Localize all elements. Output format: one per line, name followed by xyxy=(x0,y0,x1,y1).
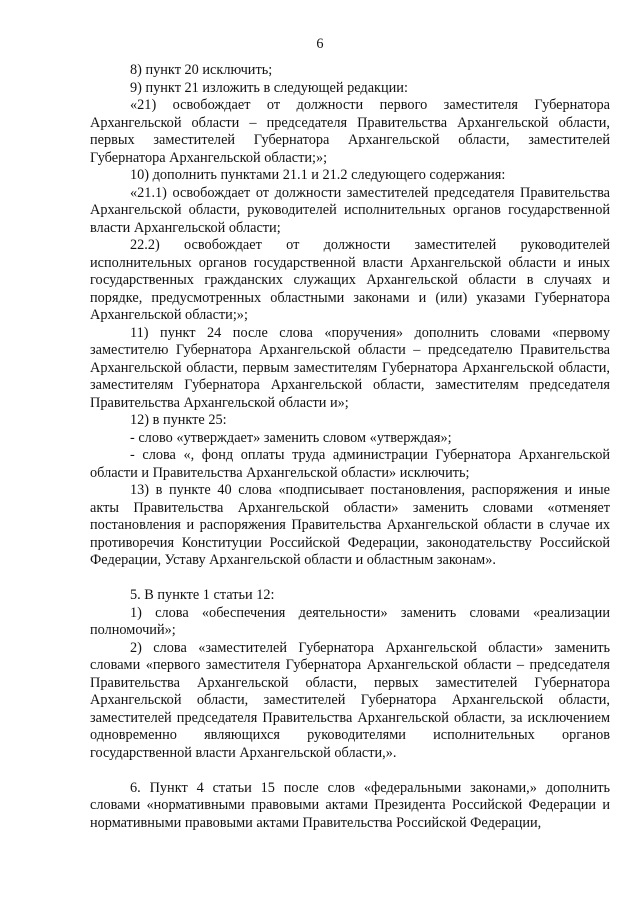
paragraph: 10) дополнить пунктами 21.1 и 21.2 следующего содержания: xyxy=(130,167,506,183)
page-number: 6 xyxy=(316,36,324,52)
paragraph: 22.2) освобождает от должности заместителей руководителей исполнительных органов государственной власти Архангельской области и иных государственных гражданских служащих Архангельской области в случаях и порядке, предусмотренных областными законами и (или) указами Губернатора Архангельской области;»; xyxy=(90,237,610,323)
paragraph: 8) пункт 20 исключить; xyxy=(130,62,273,78)
paragraph: 6. Пункт 4 статьи 15 после слов «федеральными законами,» дополнить словами «нормативными правовыми актами Президента Российской Федерации и нормативными правовыми актами Правительства Российской Федерации, xyxy=(90,779,610,831)
paragraph: 11) пункт 24 после слова «поручения» дополнить словами «первому заместителю Губернатора Архангельской области – председателю Правительства Архангельской области, первым заместителям Губернатора Архангельской области, заместителям Губернатора Архангельской области, заместителям председателя Правительства Архангельской области и»; xyxy=(90,324,610,411)
paragraph: 13) в пункте 40 слова «подписывает постановления, распоряжения и иные акты Правительства Архангельской области» заменить словами «отменяет постановления и распоряжения Правительства Архангельской области в случае их противоречия Конституции Российской Федерации, законодательству Российской Федерации, Уставу Архангельской области и областным законам». xyxy=(90,482,610,568)
paragraph: 1) слова «обеспечения деятельности» заменить словами «реализации полномочий»; xyxy=(90,604,610,638)
paragraph: 12) в пункте 25: xyxy=(130,412,227,428)
paragraph: 9) пункт 21 изложить в следующей редакции: xyxy=(130,79,408,96)
paragraph: «21) освобождает от должности первого заместителя Губернатора Архангельской области – председателя Правительства Архангельской области, первых заместителей Губернатора Архангельской области, заместителей Губернатора Архангельской области;»; xyxy=(90,97,610,166)
paragraph: «21.1) освобождает от должности заместителей председателя Правительства Архангельской области, руководителей исполнительных органов государственной власти Архангельской области; xyxy=(90,184,610,236)
document-body xyxy=(90,62,610,832)
paragraph: - слова «, фонд оплаты труда администрации Губернатора Архангельской области и Правительства Архангельской области» исключить; xyxy=(90,447,610,481)
paragraph: - слово «утверждает» заменить словом «утверждая»; xyxy=(130,429,452,446)
paragraph-gap xyxy=(90,570,610,588)
paragraph-gap xyxy=(90,762,610,780)
paragraph: 2) слова «заместителей Губернатора Архангельской области» заменить словами «первого заместителя Губернатора Архангельской области – председателя Правительства Архангельской области, первых заместителей Губернатора Архангельской области, заместителей Губернатора Архангельской области, заместителей председателя Правительства Архангельской области, за исключением одновременно являющихся руководителями исполнительных органов государственной власти Архангельской области,». xyxy=(90,639,610,761)
section-heading: 5. В пункте 1 статьи 12: xyxy=(130,587,275,603)
